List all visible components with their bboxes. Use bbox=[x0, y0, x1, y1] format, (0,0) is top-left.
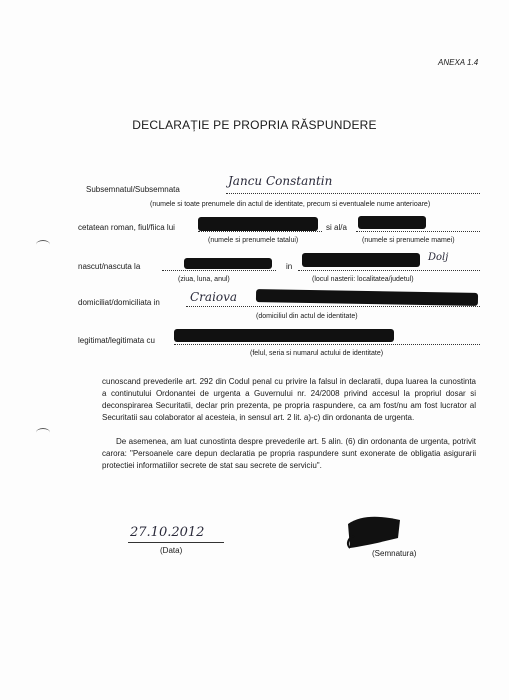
father-hint: (numele si prenumele tatalui) bbox=[208, 237, 299, 244]
in-label: in bbox=[286, 262, 293, 271]
birthdate-line bbox=[162, 270, 276, 271]
margin-mark bbox=[36, 240, 50, 249]
id-redaction bbox=[174, 329, 394, 342]
si-al-a-label: si al/a bbox=[326, 223, 347, 232]
domicile-hint: (domiciliul din actul de identitate) bbox=[256, 313, 358, 320]
subsemnatul-label: Subsemnatul/Subsemnata bbox=[86, 185, 180, 194]
annex-label: ANEXA 1.4 bbox=[438, 58, 479, 67]
name-hint: (numele si toate prenumele din actul de identitate, precum si eventualele nume anterioare) bbox=[150, 201, 431, 208]
birthplace-hint: (locul nasterii: localitatea/judetul) bbox=[312, 276, 414, 283]
birthdate-hint: (ziua, luna, anul) bbox=[178, 276, 230, 283]
date-handwritten: 27.10.2012 bbox=[130, 525, 205, 540]
mother-redaction bbox=[358, 216, 426, 229]
paragraph-1: cunoscand prevederile art. 292 din Codul penal cu privire la falsul in declaratii, dupa luarea la cunostinta a continutului Ordonantei de urgenta a Guvernului nr. 24/2008 privind accesul la propriul dosar si deconspirarea Securitatii, declar prin prezenta, pe propria raspundere, ca am fost/nu am fost lucrator al Securitatii sau colaborator al acesteia, in sensul art. 2 lit. a)-c) din ordonanta de urgenta. bbox=[102, 377, 476, 422]
date-underline bbox=[128, 542, 224, 543]
mother-line bbox=[356, 231, 480, 232]
legitimat-label: legitimat/legitimata cu bbox=[78, 336, 155, 345]
father-line bbox=[198, 231, 322, 232]
document-title: DECLARAȚIE PE PROPRIA RĂSPUNDERE bbox=[132, 118, 377, 132]
domicile-hand: Craiova bbox=[190, 290, 238, 304]
date-label: (Data) bbox=[160, 546, 183, 555]
body-text-2 bbox=[102, 436, 476, 472]
id-line bbox=[174, 344, 480, 345]
signature-label: (Semnatura) bbox=[372, 549, 417, 558]
father-redaction bbox=[198, 217, 318, 231]
name-line bbox=[226, 193, 480, 194]
domicile-line bbox=[186, 306, 480, 307]
margin-mark bbox=[36, 428, 50, 437]
body-text bbox=[102, 376, 476, 424]
birthplace-line bbox=[298, 270, 480, 271]
mother-hint: (numele si prenumele mamei) bbox=[362, 237, 455, 244]
name-handwritten: Jancu Constantin bbox=[228, 174, 333, 188]
birthplace-hand: Dolj bbox=[428, 252, 449, 263]
nascut-label: nascut/nascuta la bbox=[78, 262, 141, 271]
id-hint: (felul, seria si numarul actului de identitate) bbox=[250, 350, 384, 357]
paragraph-2: De asemenea, am luat cunostinta despre prevederile art. 5 alin. (6) din ordonanta de urgenta, potrivit carora: "Persoanele care depun declaratia pe propria raspundere sunt exonerate de obligatia asigurarii protectiei informatiilor secrete de stat sau secrete de serviciu". bbox=[102, 437, 476, 470]
birthplace-redaction bbox=[302, 253, 420, 267]
birthdate-redaction bbox=[184, 258, 272, 269]
domiciliat-label: domiciliat/domiciliata in bbox=[78, 298, 160, 307]
domicile-redaction bbox=[256, 289, 478, 306]
cetatean-label: cetatean roman, fiul/fiica lui bbox=[78, 223, 175, 232]
